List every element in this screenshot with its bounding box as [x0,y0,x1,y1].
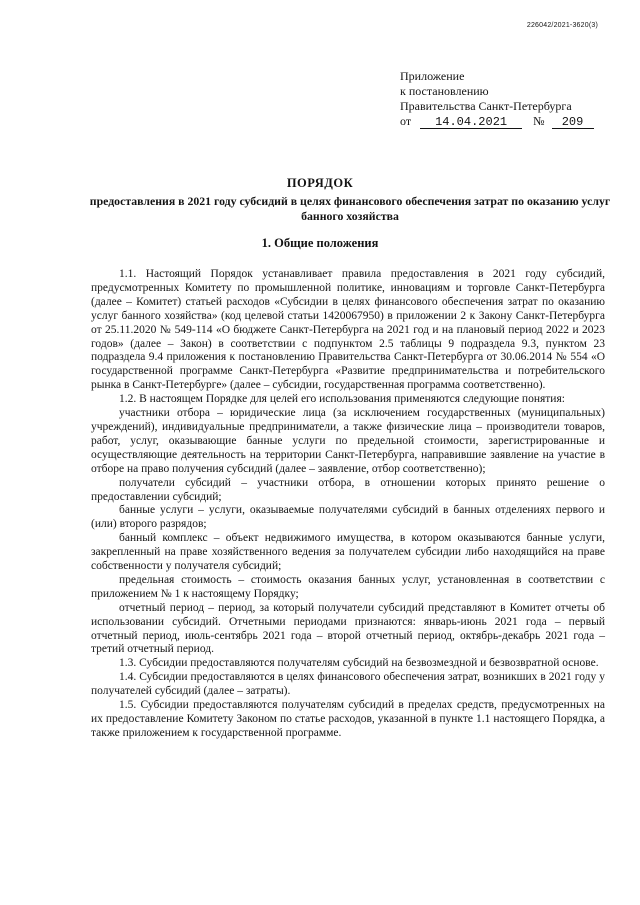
definition-bath-complex: банный комплекс – объект недвижимого имущества, в котором оказываются банные услуги, закрепленный на праве хозяйственного ведения за получателем субсидии либо находящийся на праве собственности у получателя субсидий; [91,532,605,573]
definition-reporting-period: отчетный период – период, за который получатели субсидий представляют в Комитет отчеты об использовании субсидий. Отчетными периодами признаются: январь-июнь 2021 года – первый отчетный период, июль-сентябрь 2021 года – второй отчетный период, октябрь-декабрь 2021 года – третий отчетный период. [91,601,605,656]
document-body [91,268,605,741]
appendix-line-1: Приложение [400,69,465,83]
document-subtitle: предоставления в 2021 году субсидий в целях финансового обеспечения затрат по оказанию услуг банного хозяйства [89,194,611,223]
definition-max-cost: предельная стоимость – стоимость оказания банных услуг, установленная в соответствии с приложением № 1 к настоящему Порядку; [91,573,605,600]
definition-bath-services: банные услуги – услуги, оказываемые получателями субсидий в банных отделениях первого и (или) второго разрядов; [91,504,605,531]
section-heading: 1. Общие положения [261,236,379,250]
paragraph-1-3: 1.3. Субсидии предоставляются получателям субсидий на безвозмездной и безвозвратной основе. [119,657,599,670]
number-label: № [533,114,545,128]
resolution-date: 14.04.2021 [420,116,522,129]
document-code: 226042/2021-3620(3) [526,22,598,29]
paragraph-1-5: 1.5. Субсидии предоставляются получателям субсидий в пределах средств, предусмотренных на их предоставление Комитету Законом по статье расходов, указанной в пункте 1.1 настоящего Порядка, а также приложением к государственной программе. [91,699,605,739]
definition-subsidy-recipients: получатели субсидий – участники отбора, в отношении которых принято решение о предоставлении субсидий; [91,476,605,503]
paragraph-1-4: 1.4. Субсидии предоставляются в целях финансового обеспечения затрат, возникших в 2021 году у получателей субсидий (далее – затраты). [91,671,605,698]
appendix-date-row [400,114,594,129]
appendix-block [400,69,594,129]
appendix-line-2: к постановлению [400,84,489,98]
paragraph-1-2: 1.2. В настоящем Порядке для целей его использования применяются следующие понятия: [119,393,565,406]
document-title: ПОРЯДОК [286,176,354,190]
definition-selection-participants: участники отбора – юридические лица (за исключением государственных (муниципальных) учреждений), индивидуальные предприниматели, а также физические лица – производители товаров, работ, услуг, оказывающие банные услуги по предельной стоимости, зарегистрированные и осуществляющие деятельность на территории Санкт-Петербурга, направившие заявление на участие в отборе на право получения субсидий (далее – заявление, отбор соответственно); [91,407,605,475]
appendix-line-3: Правительства Санкт-Петербурга [400,99,572,113]
resolution-number: 209 [552,116,594,129]
from-label: от [400,114,412,128]
paragraph-1-1: 1.1. Настоящий Порядок устанавливает правила предоставления в 2021 году субсидий, предусмотренных Комитету по промышленной политике, инновациям и торговле Санкт-Петербурга (далее – Комитет) статьей расходов «Субсидии в целях финансового обеспечения затрат по оказанию услуг банного хозяйства» (код целевой статьи 1420067950) в приложении 2 к Закону Санкт-Петербурга от 25.11.2020 № 549-114 «О бюджете Санкт-Петербурга на 2021 год и на плановый период 2022 и 2023 годов» (далее – Закон) в соответствии с подпунктом 2.5 таблицы 9 подраздела 9.3, пунктом 23 подраздела 9.4 приложения к постановлению Правительства Санкт-Петербурга от 30.06.2014 № 554 «О государственной программе Санкт-Петербурга «Развитие предпринимательства и потребительского рынка в Санкт-Петербурге» (далее – субсидии, государственная программа соответственно). [91,268,605,392]
